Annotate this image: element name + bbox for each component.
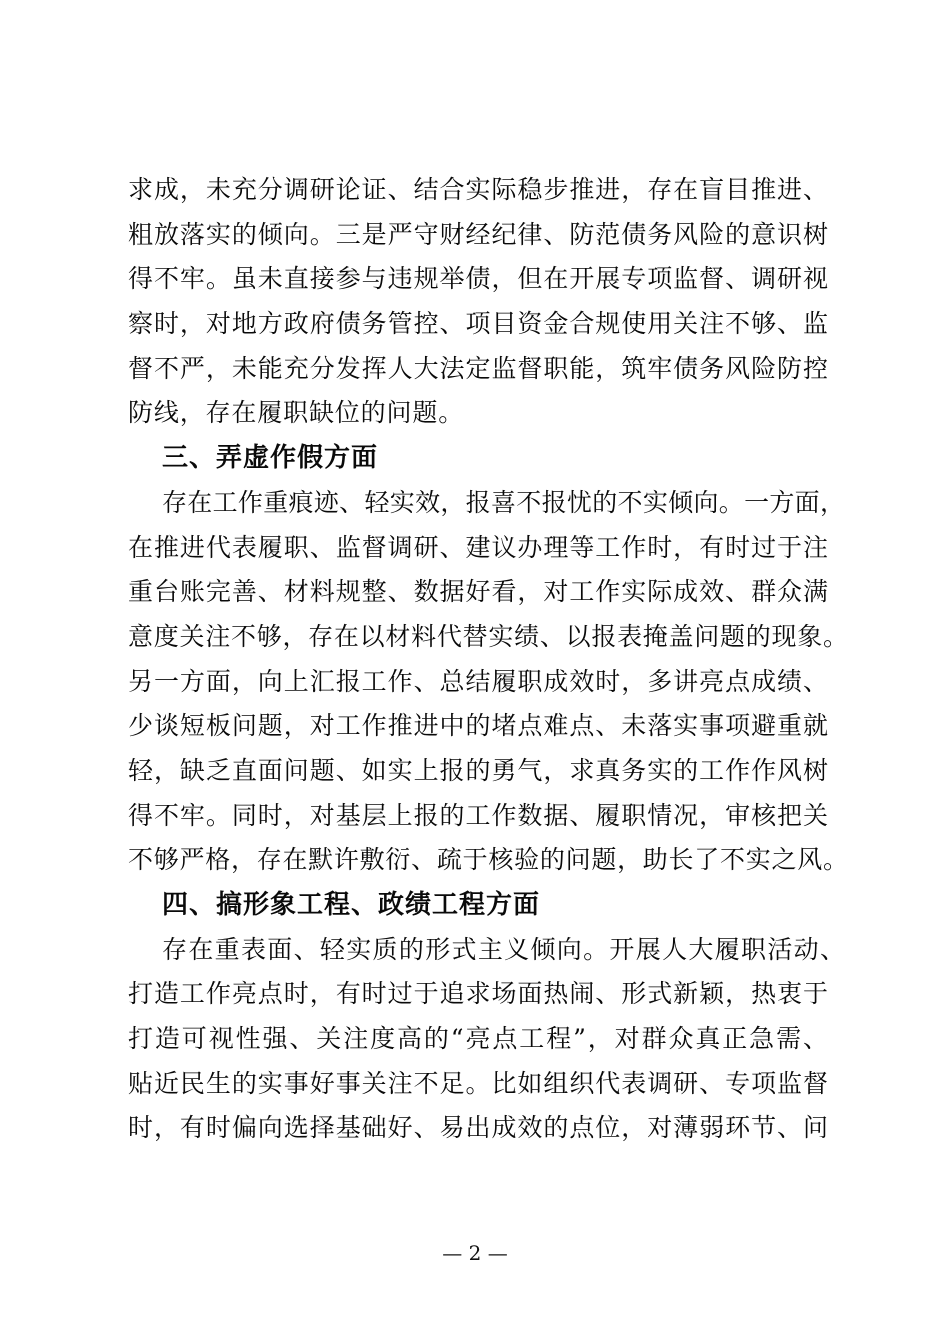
- paragraph-falsification: [128, 481, 850, 883]
- section-heading-image-projects: 四、搞形象工程、政绩工程方面: [162, 890, 541, 920]
- paragraph-line: 意度关注不够，存在以材料代替实绩、以报表掩盖问题的现象。: [128, 621, 848, 651]
- paragraph-continuation: [128, 168, 850, 436]
- section-heading-falsification: 三、弄虚作假方面: [162, 443, 379, 474]
- paragraph-line: 防线，存在履职缺位的问题。: [128, 398, 465, 428]
- paragraph-line: 得不牢。虽未直接参与违规举债，但在开展专项监督、调研视: [128, 264, 828, 294]
- paragraph-line: 少谈短板问题，对工作推进中的堵点难点、未落实事项避重就: [128, 711, 828, 741]
- paragraph-line: 在推进代表履职、监督调研、建议办理等工作时，有时过于注: [128, 532, 828, 562]
- paragraph-line: 粗放落实的倾向。三是严守财经纪律、防范债务风险的意识树: [128, 219, 828, 249]
- paragraph-line: 存在工作重痕迹、轻实效，报喜不报忧的不实倾向。一方面，: [162, 487, 845, 517]
- paragraph-line: 打造工作亮点时，有时过于追求场面热闹、形式新颖，热衷于: [128, 979, 828, 1009]
- paragraph-line: 贴近民生的实事好事关注不足。比如组织代表调研、专项监督: [128, 1068, 828, 1098]
- page-number: — 2 —: [442, 1241, 508, 1265]
- paragraph-line: 得不牢。同时，对基层上报的工作数据、履职情况，审核把关: [128, 800, 828, 830]
- paragraph-line: 不够严格，存在默许敷衍、疏于核验的问题，助长了不实之风。: [128, 845, 848, 875]
- paragraph-line: 求成，未充分调研论证、结合实际稳步推进，存在盲目推进、: [128, 175, 828, 204]
- paragraph-line: 另一方面，向上汇报工作、总结履职成效时，多讲亮点成绩、: [128, 666, 828, 696]
- paragraph-line: 存在重表面、轻实质的形式主义倾向。开展人大履职活动、: [162, 934, 845, 964]
- paragraph-line: 督不严，未能充分发挥人大法定监督职能，筑牢债务风险防控: [128, 353, 828, 383]
- paragraph-line: 重台账完善、材料规整、数据好看，对工作实际成效、群众满: [128, 577, 828, 607]
- paragraph-line: 打造可视性强、关注度高的“亮点工程”，对群众真正急需、: [128, 1024, 828, 1054]
- document-body: [128, 168, 850, 1151]
- paragraph-line: 察时，对地方政府债务管控、项目资金合规使用关注不够、监: [128, 309, 828, 339]
- paragraph-image-projects: [128, 928, 850, 1151]
- paragraph-line: 轻，缺乏直面问题、如实上报的勇气，求真务实的工作作风树: [128, 755, 828, 785]
- paragraph-line: 时，有时偏向选择基础好、易出成效的点位，对薄弱环节、问: [128, 1113, 828, 1143]
